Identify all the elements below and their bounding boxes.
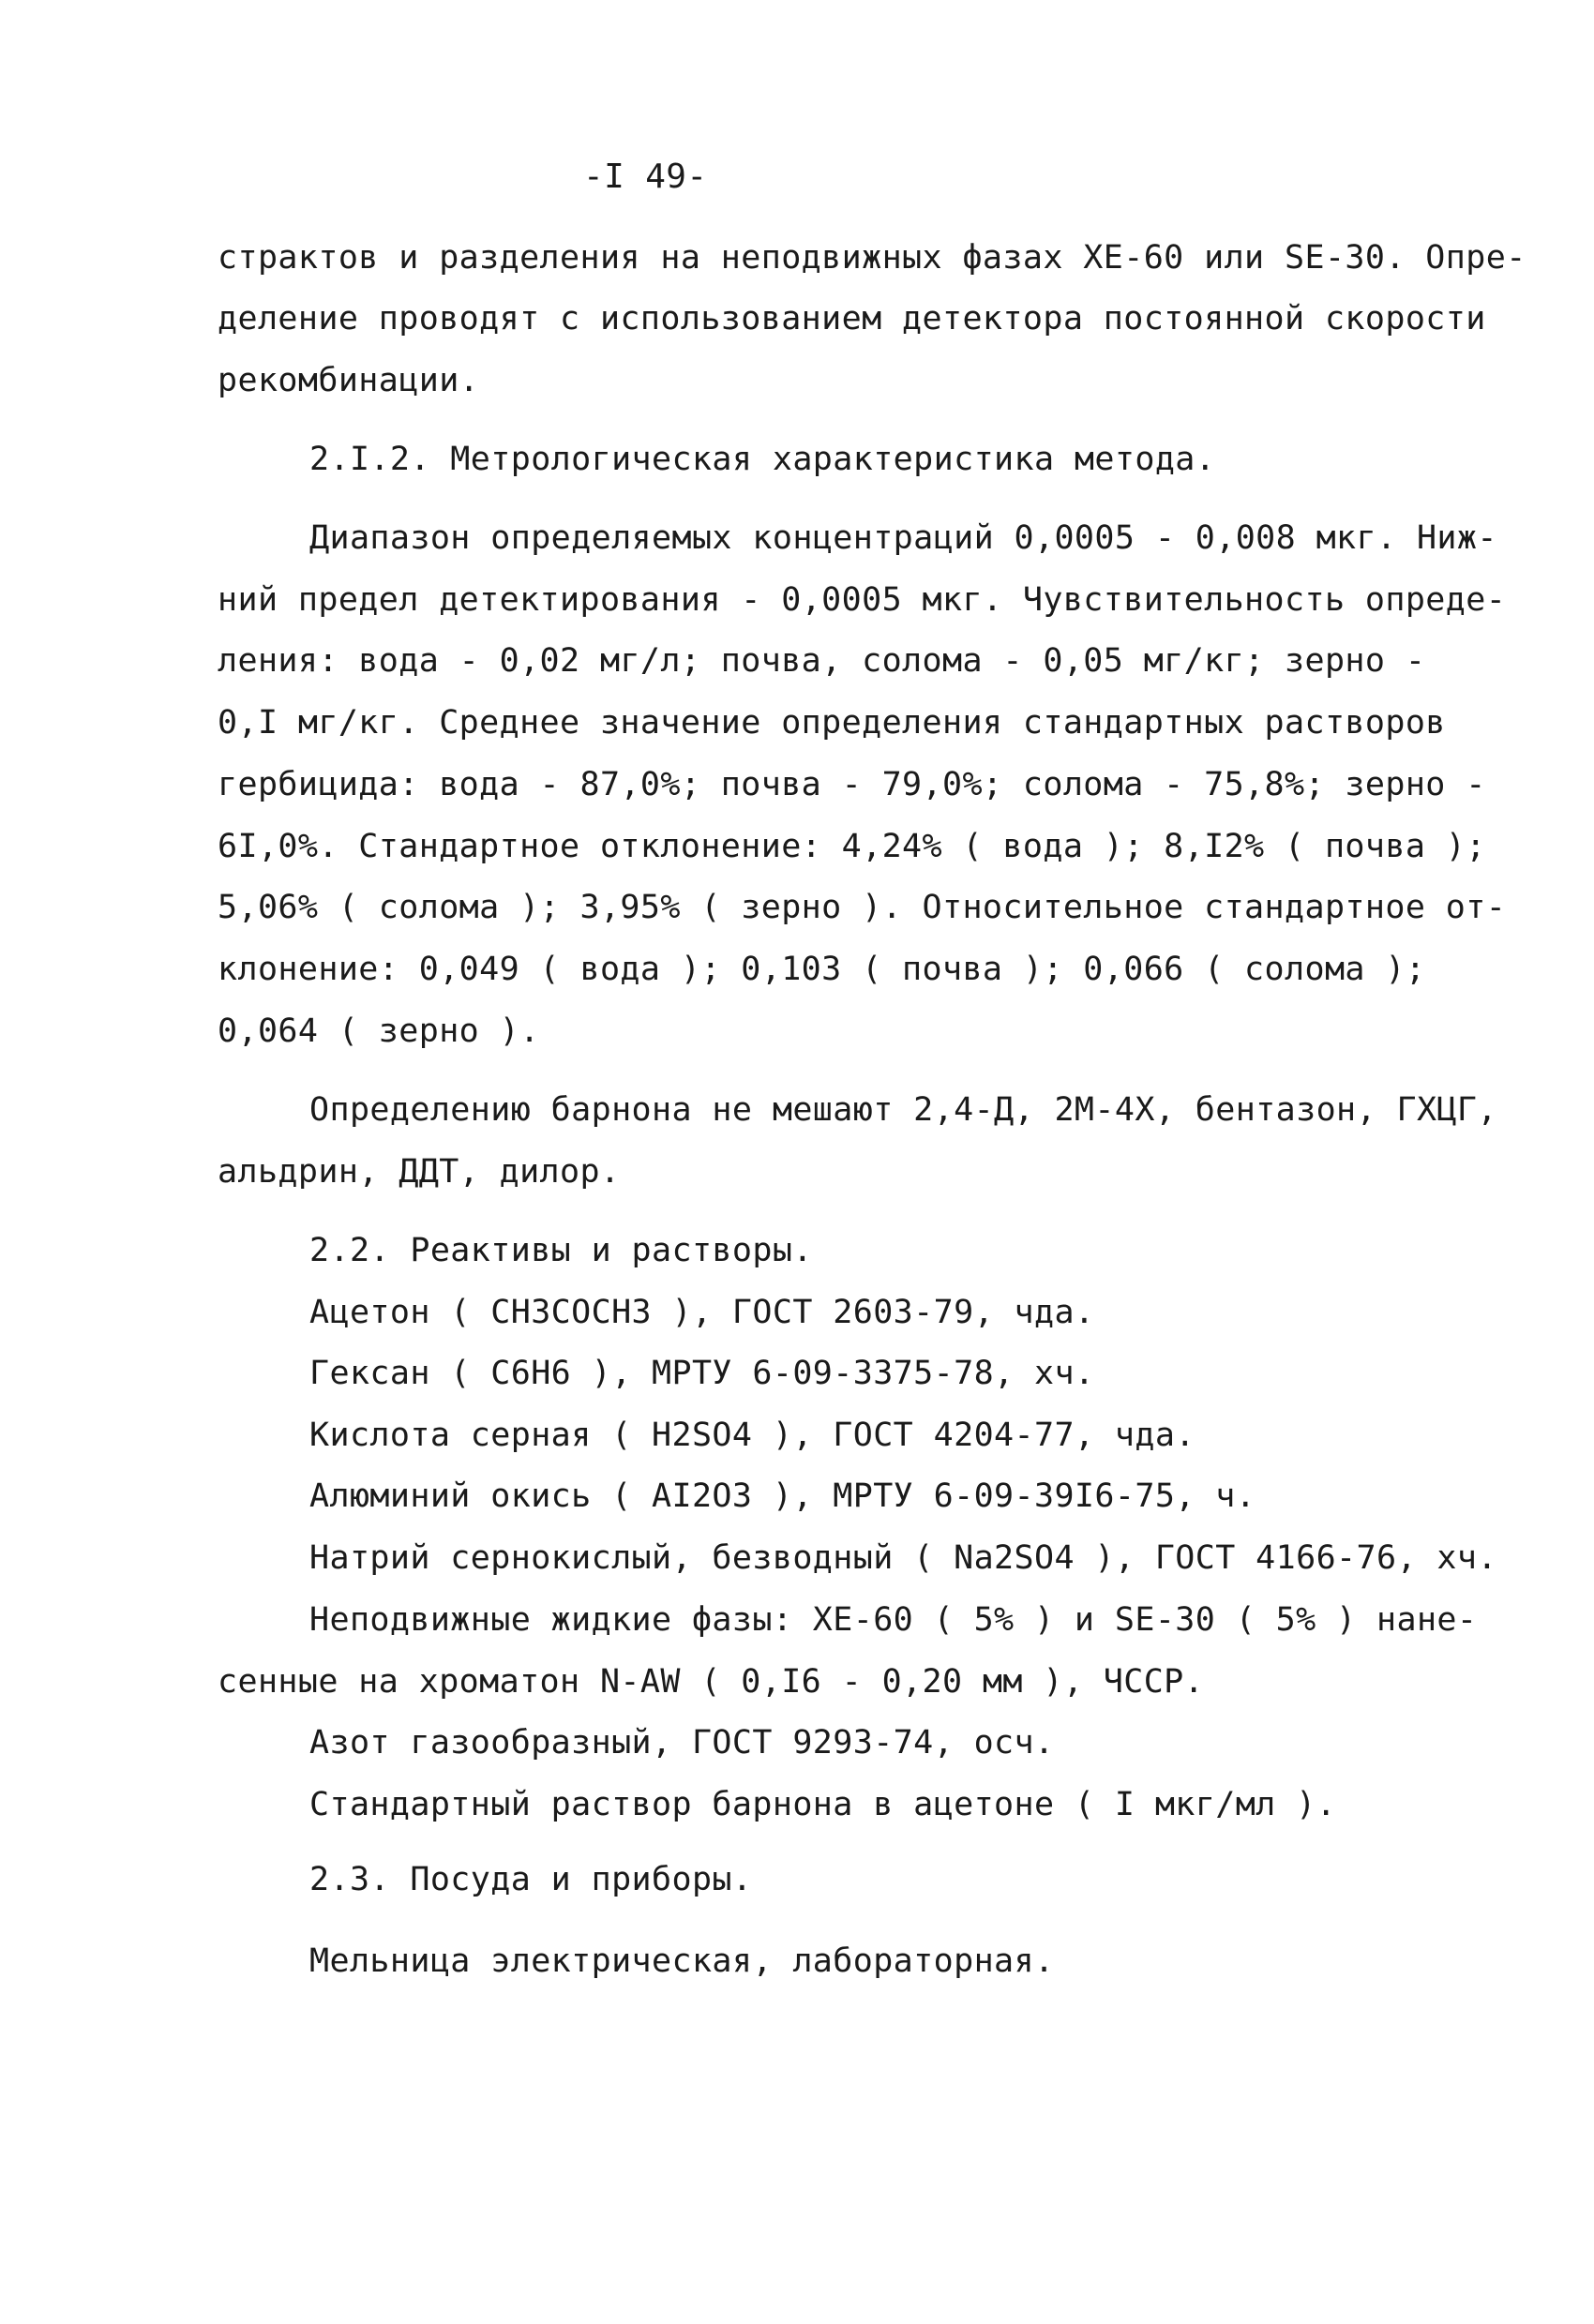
text-line: 5,06% ( солома ); 3,95% ( зерно ). Относительное стандартное от- [218, 889, 1507, 926]
reagent-line: Азот газообразный, ГОСТ 9293-74, осч. [309, 1724, 1055, 1762]
text-line: ний предел детектирования - 0,0005 мкг. Чувствительность опреде- [218, 581, 1507, 619]
text-line: сенные на хроматон N-AW ( 0,I6 - 0,20 мм ), ЧССР. [218, 1663, 1205, 1701]
section-heading: 2.I.2. Метрологическая характеристика метода. [309, 441, 1216, 478]
reagent-line: Неподвижные жидкие фазы: ХЕ-60 ( 5% ) и SE-30 ( 5% ) нане- [309, 1601, 1478, 1639]
text-line: 0,064 ( зерно ). [218, 1012, 540, 1050]
text-line: 0,I мг/кг. Среднее значение определения стандартных растворов [218, 704, 1446, 742]
text-line: страктов и разделения на неподвижных фазах ХЕ-60 или SE-30. Опре- [218, 239, 1526, 277]
reagent-line: Натрий сернокислый, безводный ( Na2SO4 ), ГОСТ 4166-76, хч. [309, 1539, 1497, 1577]
text-line: гербицида: вода - 87,0%; почва - 79,0%; солома - 75,8%; зерно - [218, 766, 1486, 803]
text-line: деление проводят с использованием детектора постоянной скорости [218, 300, 1486, 337]
text-line: ления: вода - 0,02 мг/л; почва, солома - 0,05 мг/кг; зерно - [218, 642, 1426, 680]
page-number: -I 49- [583, 157, 708, 196]
reagent-line: Кислота серная ( H2SO4 ), ГОСТ 4204-77, чда. [309, 1417, 1196, 1454]
text-line: альдрин, ДДТ, дилор. [218, 1153, 621, 1191]
text-line: рекомбинации. [218, 362, 480, 399]
reagent-line: Стандартный раствор барнона в ацетоне ( I мкг/мл ). [309, 1786, 1337, 1823]
text-line: клонение: 0,049 ( вода ); 0,103 ( почва ); 0,066 ( солома ); [218, 951, 1426, 988]
text-line: Определению барнона не мешают 2,4-Д, 2М-4Х, бентазон, ГХЦГ, [309, 1091, 1497, 1129]
section-heading: 2.3. Посуда и приборы. [309, 1861, 753, 1898]
text-line: 6I,0%. Стандартное отклонение: 4,24% ( вода ); 8,I2% ( почва ); [218, 828, 1486, 865]
section-heading: 2.2. Реактивы и растворы. [309, 1232, 813, 1269]
reagent-line: Алюминий окись ( AI2O3 ), МРТУ 6-09-39I6-75, ч. [309, 1477, 1256, 1515]
text-line: Мельница электрическая, лабораторная. [309, 1942, 1055, 1980]
text-line: Диапазон определяемых концентраций 0,0005 - 0,008 мкг. Ниж- [309, 519, 1497, 557]
reagent-line: Гексан ( C6H6 ), МРТУ 6-09-3375-78, хч. [309, 1355, 1095, 1392]
reagent-line: Ацетон ( CH3COCH3 ), ГОСТ 2603-79, чда. [309, 1294, 1095, 1331]
